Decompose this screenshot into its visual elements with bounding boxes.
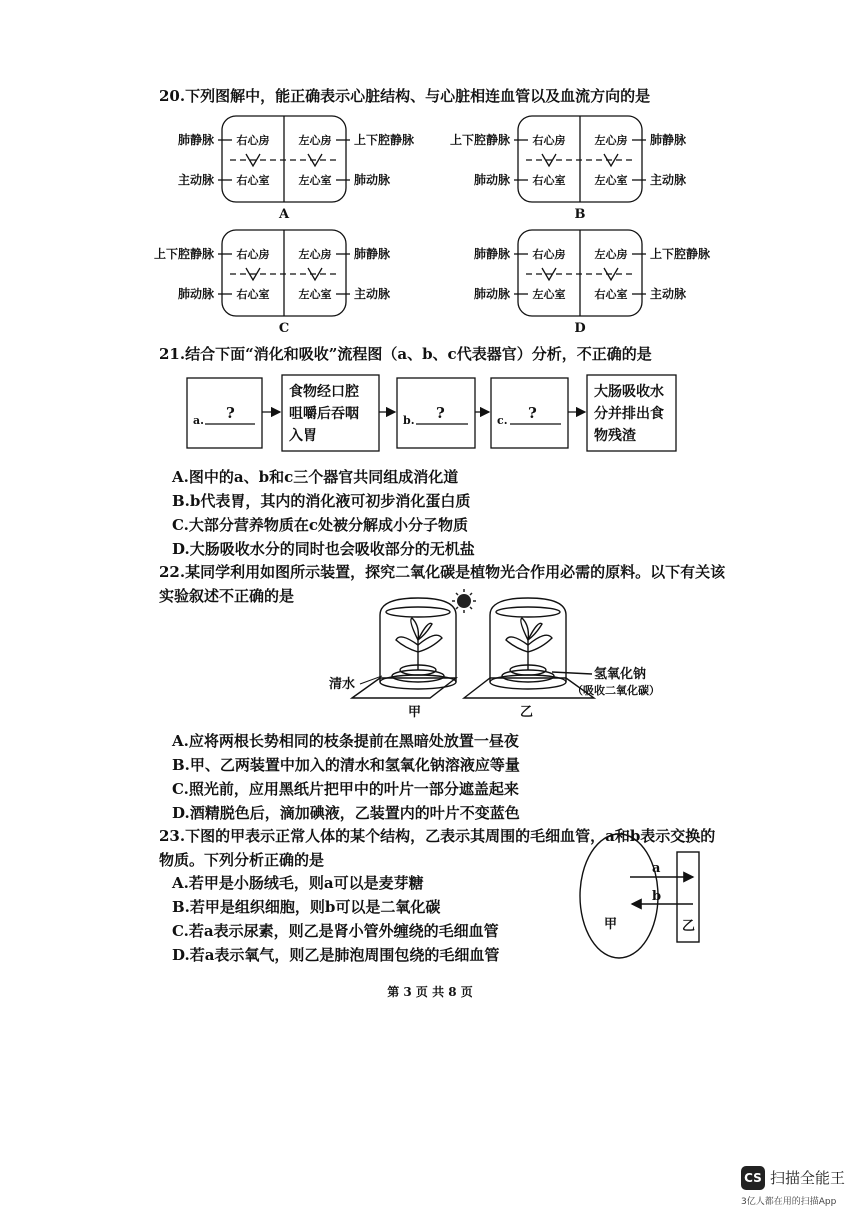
label-water: 清水 (329, 677, 356, 692)
q23-stem-line1: 23.下图的甲表示正常人体的某个结构，乙表示其周围的毛细血管，a和b表示交换的 (159, 827, 716, 845)
diagram-label: C (278, 321, 290, 336)
q23-stem-line2: 物质。下列分析正确的是 (159, 851, 325, 869)
chamber-upper-left: 右心房 (532, 248, 566, 261)
vessel-top-left: 肺静脉 (473, 247, 510, 261)
q22-option-a: A.应将两根长势相同的枝条提前在黑暗处放置一昼夜 (172, 732, 519, 750)
chamber-lower-left: 右心室 (236, 174, 270, 187)
vessel-bottom-left: 肺动脉 (177, 287, 214, 301)
q20-stem: 20.下列图解中，能正确表示心脏结构、与心脏相连血管以及血流方向的是 (159, 87, 651, 105)
q21-option-c: C.大部分营养物质在c处被分解成小分子物质 (172, 516, 469, 534)
q23-option-b: B.若甲是组织细胞，则b可以是二氧化碳 (172, 898, 441, 916)
structure-jia (580, 834, 658, 958)
unknown-c: ? (528, 404, 537, 422)
q22-option-d: D.酒精脱色后，滴加碘液，乙装置内的叶片不变蓝色 (172, 804, 520, 822)
large-line1: 大肠吸收水 (594, 384, 664, 400)
label-yi: 乙 (682, 919, 696, 934)
label-jia: 甲 (604, 917, 618, 932)
chamber-upper-right: 左心房 (594, 248, 628, 261)
label-b-arrow: b (652, 889, 662, 904)
vessel-bottom-right: 肺动脉 (354, 173, 391, 187)
vessel-bottom-left: 肺动脉 (473, 173, 510, 187)
chamber-upper-right: 左心房 (298, 134, 332, 147)
vessel-top-left: 上下腔静脉 (153, 247, 214, 261)
label-jar-jia: 甲 (408, 705, 422, 720)
mouth-line3: 入胃 (289, 428, 317, 444)
diagram-label: B (574, 207, 586, 222)
vessel-bottom-left: 主动脉 (177, 173, 214, 187)
q22-stem-line2: 实验叙述不正确的是 (159, 587, 295, 605)
chamber-upper-right: 左心房 (298, 248, 332, 261)
label-c: c. (497, 414, 508, 427)
diagram-label: D (574, 321, 586, 336)
label-a-arrow: a (652, 861, 661, 876)
vessel-bottom-right: 主动脉 (354, 287, 391, 301)
chamber-lower-right: 左心室 (298, 174, 332, 187)
q23-option-c: C.若a表示尿素，则乙是肾小管外缠绕的毛细血管 (172, 922, 499, 940)
chamber-lower-left: 右心室 (236, 288, 270, 301)
vessel-top-right: 上下腔静脉 (354, 133, 415, 147)
label-naoh-note: （吸收二氧化碳） (572, 684, 660, 697)
vessel-top-left: 上下腔静脉 (449, 133, 510, 147)
q21-option-b: B.b代表胃，其内的消化液可初步消化蛋白质 (172, 492, 471, 510)
q21-option-d: D.大肠吸收水分的同时也会吸收部分的无机盐 (172, 540, 475, 558)
unknown-a: ? (226, 404, 235, 422)
vessel-top-right: 肺静脉 (354, 247, 391, 261)
camscanner-logo: CS (741, 1166, 765, 1190)
chamber-upper-left: 右心房 (532, 134, 566, 147)
chamber-lower-right: 左心室 (594, 174, 628, 187)
chamber-upper-left: 右心房 (236, 134, 270, 147)
vessel-top-right: 肺静脉 (650, 133, 687, 147)
vessel-bottom-right: 主动脉 (650, 287, 687, 301)
mouth-line2: 咀嚼后吞咽 (289, 406, 359, 422)
unknown-b: ? (436, 404, 445, 422)
label-naoh: 氢氧化钠 (594, 667, 647, 682)
page-footer: 第 3 页 共 8 页 (387, 985, 473, 999)
chamber-lower-left: 左心室 (532, 288, 566, 301)
q23-option-d: D.若a表示氧气，则乙是肺泡周围包绕的毛细血管 (172, 946, 500, 964)
q22-stem-line1: 22.某同学利用如图所示装置，探究二氧化碳是植物光合作用必需的原料。以下有关该 (159, 563, 726, 581)
q23-option-a: A.若甲是小肠绒毛，则a可以是麦芽糖 (172, 874, 424, 892)
q22-option-c: C.照光前，应用黑纸片把甲中的叶片一部分遮盖起来 (172, 780, 519, 798)
chamber-lower-left: 右心室 (532, 174, 566, 187)
vessel-top-right: 上下腔静脉 (650, 247, 711, 261)
mouth-line1: 食物经口腔 (289, 384, 359, 400)
large-line2: 分并排出食 (594, 406, 664, 422)
vessel-bottom-right: 主动脉 (650, 173, 687, 187)
chamber-upper-left: 右心房 (236, 248, 270, 261)
q22-option-b: B.甲、乙两装置中加入的清水和氢氧化钠溶液应等量 (172, 756, 520, 774)
diagram-label: A (278, 207, 290, 222)
label-jar-yi: 乙 (520, 705, 534, 720)
q21-option-a: A.图中的a、b和c三个器官共同组成消化道 (172, 468, 459, 486)
vessel-top-left: 肺静脉 (177, 133, 214, 147)
chamber-lower-right: 右心室 (594, 288, 628, 301)
label-b: b. (403, 414, 415, 427)
q21-stem: 21.结合下面“消化和吸收”流程图（a、b、c代表器官）分析，不正确的是 (159, 345, 652, 363)
chamber-upper-right: 左心房 (594, 134, 628, 147)
label-a: a. (193, 414, 204, 427)
watermark-slogan: 3亿人都在用的扫描App (741, 1197, 837, 1207)
vessel-bottom-left: 肺动脉 (473, 287, 510, 301)
large-line3: 物残渣 (594, 428, 636, 444)
chamber-lower-right: 左心室 (298, 288, 332, 301)
watermark-brand: 扫描全能王 (770, 1169, 846, 1187)
